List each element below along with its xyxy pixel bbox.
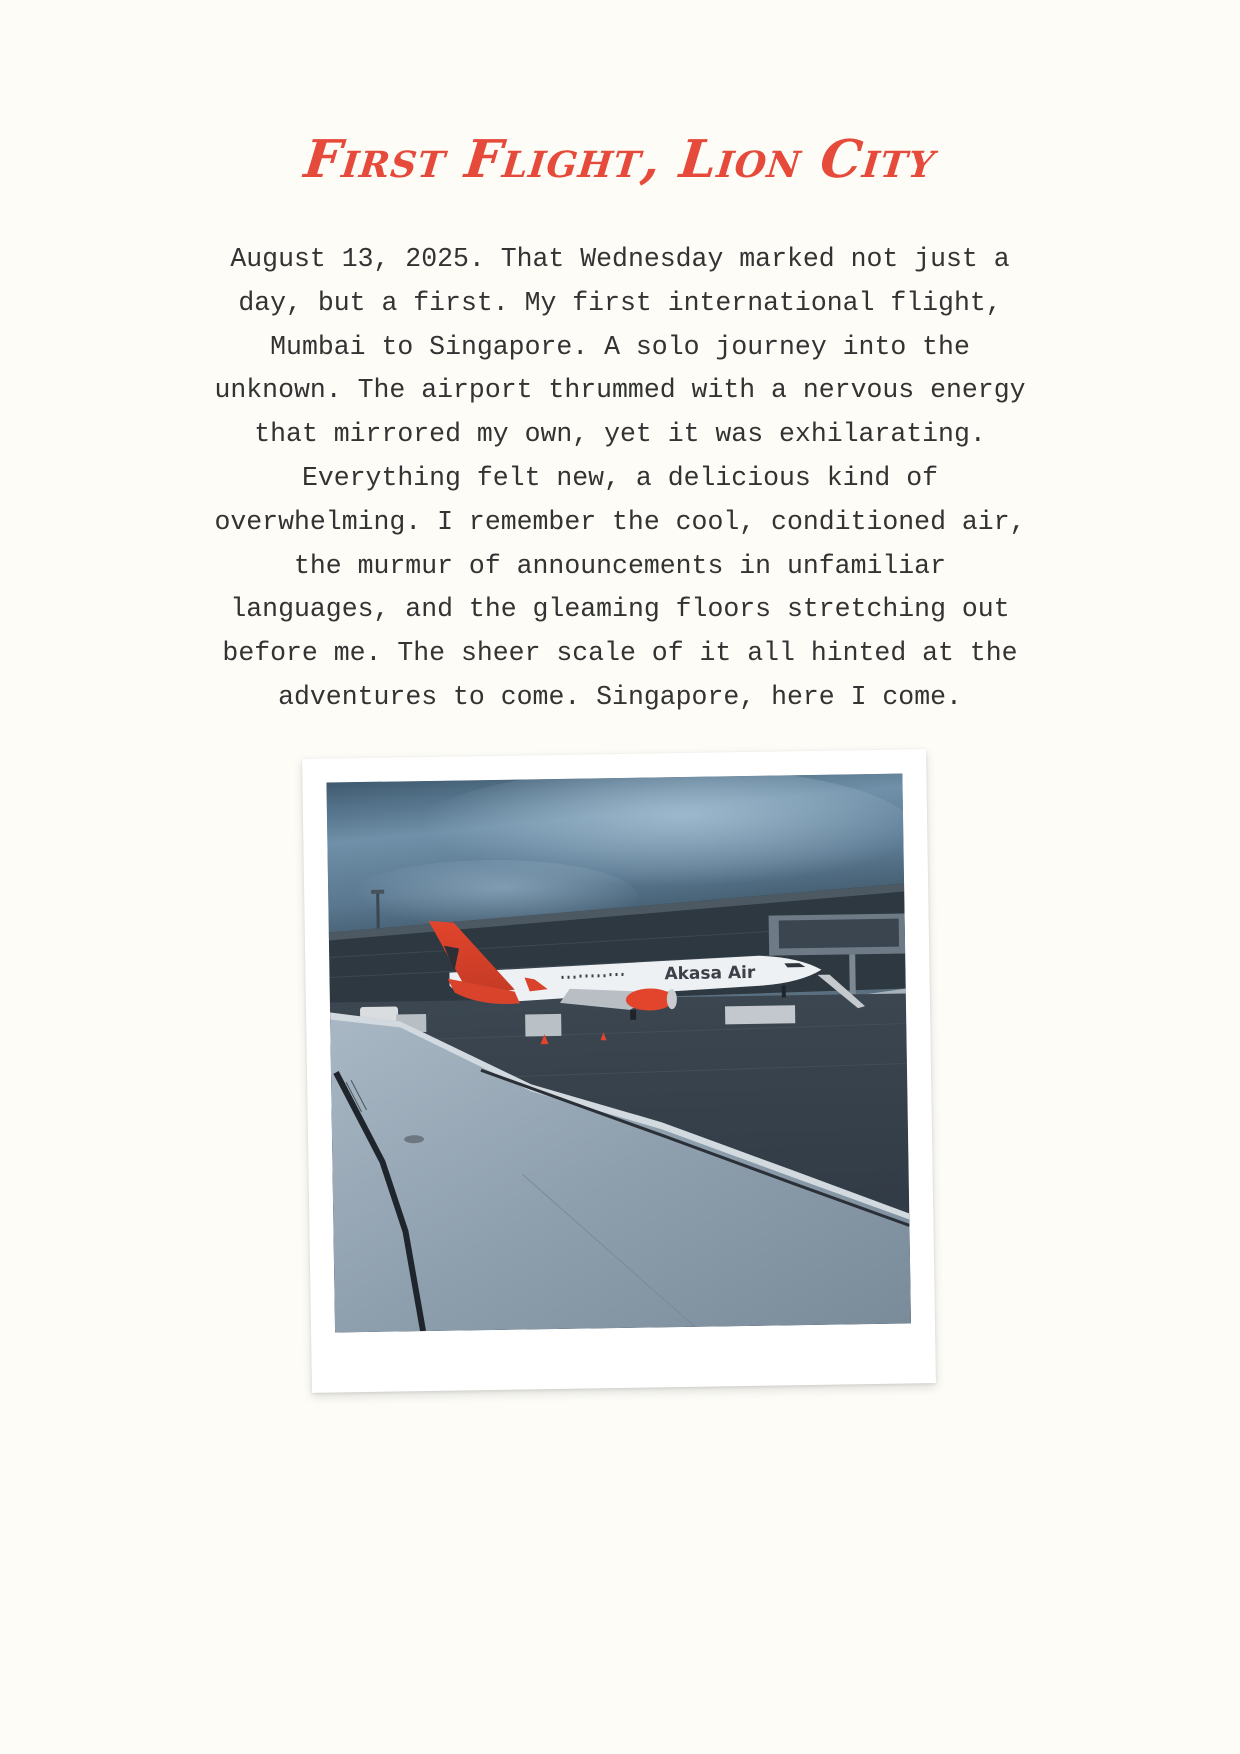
paragraph-line: overwhelming. I remember the cool, conditioned air, [214, 506, 1026, 537]
paragraph-line: adventures to come. Singapore, here I come. [278, 681, 962, 712]
paragraph-line: day, but a first. My first international flight, [238, 287, 1002, 318]
paragraph-line: the murmur of announcements in unfamiliar [293, 550, 946, 581]
polaroid-photo-frame [302, 749, 936, 1393]
paragraph-line: that mirrored my own, yet it was exhilarating. [254, 419, 986, 450]
page-title: First Flight, Lion City [301, 129, 939, 190]
paragraph-line: Mumbai to Singapore. A solo journey into the [270, 331, 970, 362]
paragraph-line: unknown. The airport thrummed with a nervous energy [214, 375, 1026, 406]
paragraph-line: languages, and the gleaming floors stretching out [230, 594, 1010, 625]
paragraph-line: August 13, 2025. That Wednesday marked not just a [230, 244, 1010, 274]
journal-paragraph [190, 238, 1050, 720]
paragraph-line: before me. The sheer scale of it all hinted at the [222, 638, 1018, 669]
airport-wing-photo [326, 774, 911, 1333]
paragraph-line: Everything felt new, a delicious kind of [301, 462, 939, 493]
aircraft-livery-text: Akasa Air [664, 962, 756, 985]
